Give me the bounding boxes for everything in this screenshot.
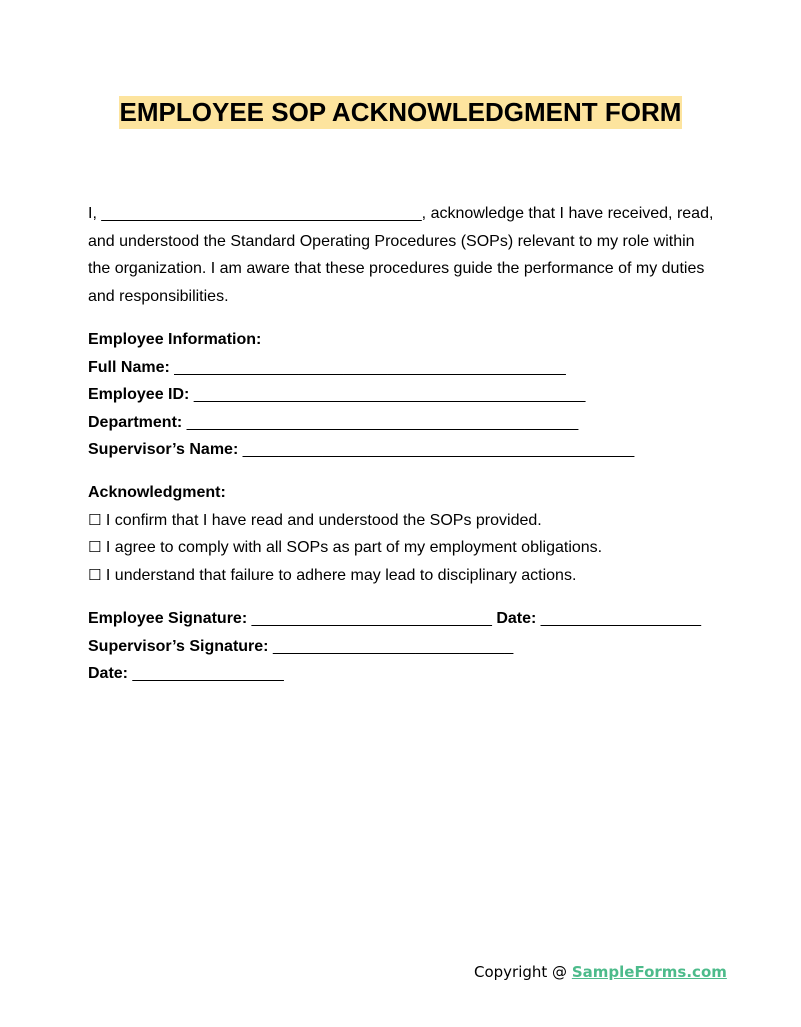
- acknowledgment-text: I understand that failure to adhere may lead to disciplinary actions.: [105, 566, 577, 584]
- title-container: [0, 96, 801, 129]
- department-blank[interactable]: ____________________________________________: [186, 413, 579, 431]
- checkbox-icon[interactable]: ☐: [88, 510, 102, 529]
- department-label: Department:: [88, 413, 183, 431]
- page-title: EMPLOYEE SOP ACKNOWLEDGMENT FORM: [119, 97, 682, 127]
- employee-id-label: Employee ID:: [88, 386, 190, 403]
- full-name-label: Full Name:: [88, 358, 170, 376]
- checkbox-icon[interactable]: ☐: [88, 538, 102, 556]
- acknowledgment-item[interactable]: [88, 562, 738, 590]
- copyright-footer: [474, 961, 727, 983]
- employee-date-blank[interactable]: __________________: [540, 610, 701, 627]
- copyright-text: Copyright @: [474, 963, 572, 981]
- acknowledgment-item[interactable]: [88, 507, 738, 535]
- full-name-blank[interactable]: ____________________________________________: [174, 358, 566, 376]
- employee-info-heading: Employee Information:: [88, 331, 262, 348]
- acknowledgment-heading: Acknowledgment:: [88, 484, 226, 501]
- supervisor-signature-blank[interactable]: ___________________________: [272, 637, 514, 655]
- full-name-field[interactable]: [88, 354, 738, 382]
- employee-signature-row: [88, 605, 738, 633]
- employee-signature-blank[interactable]: ___________________________: [251, 610, 492, 627]
- checkbox-icon[interactable]: ☐: [88, 565, 102, 584]
- supervisor-date-label: Date:: [88, 665, 129, 682]
- supervisor-date-blank[interactable]: _________________: [132, 665, 284, 682]
- department-field[interactable]: [88, 409, 738, 437]
- supervisor-signature-label: Supervisor’s Signature:: [88, 637, 269, 655]
- acknowledgment-item[interactable]: [88, 534, 738, 562]
- sampleforms-link[interactable]: SampleForms.com: [571, 963, 727, 981]
- acknowledgment-section: [88, 479, 738, 589]
- intro-paragraph: I, ____________________________________, acknowledge that I have received, read, and understood the Standard Operating Procedures (SOPs) relevant to my role within the organization. I am aware that these procedures guide the performance of my duties and responsibilities.: [88, 205, 714, 305]
- supervisor-name-field[interactable]: [88, 436, 738, 464]
- supervisor-signature-row: [88, 633, 738, 661]
- supervisor-date-row: [88, 660, 738, 688]
- employee-info-section: [88, 326, 738, 464]
- signature-section: [88, 605, 738, 688]
- supervisor-name-blank[interactable]: ____________________________________________: [242, 441, 635, 458]
- employee-signature-label: Employee Signature:: [88, 610, 248, 627]
- employee-id-blank[interactable]: ____________________________________________: [193, 386, 586, 403]
- intro-section: [88, 200, 718, 310]
- acknowledgment-text: I confirm that I have read and understood the SOPs provided.: [105, 511, 542, 529]
- supervisor-name-label: Supervisor’s Name:: [88, 441, 239, 458]
- acknowledgment-text: I agree to comply with all SOPs as part of my employment obligations.: [105, 539, 603, 556]
- employee-id-field[interactable]: [88, 381, 738, 409]
- employee-date-label: Date:: [496, 610, 537, 627]
